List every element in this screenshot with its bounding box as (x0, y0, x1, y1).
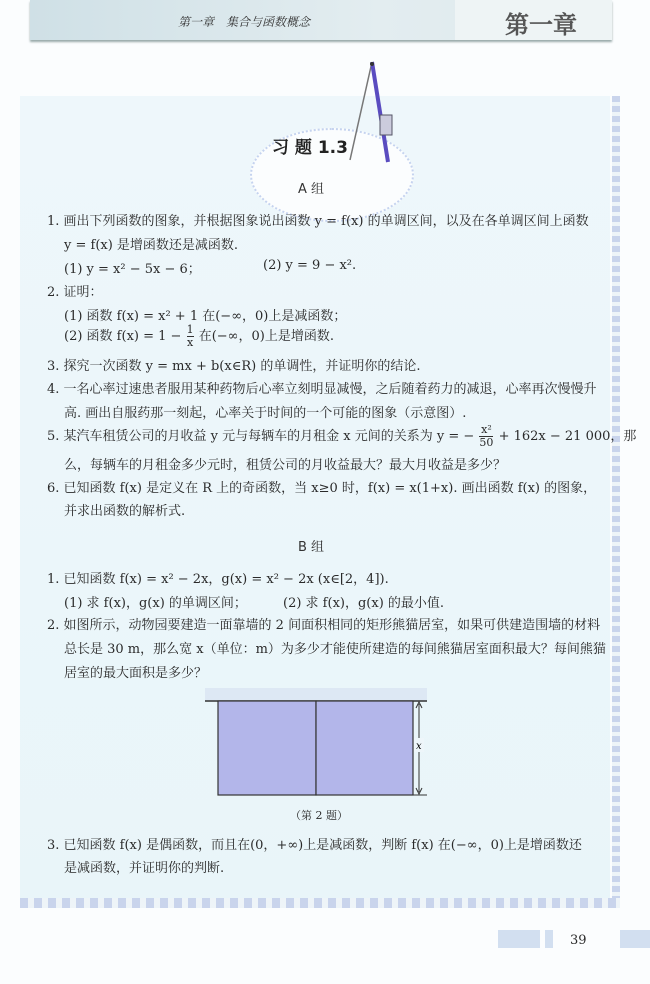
text-line: 么，每辆车的月租金多少元时，租赁公司的月收益最大？最大月收益是多少？ (64, 458, 507, 473)
text-line: 2. 如图所示，动物园要建造一面靠墙的 2 间面积相同的矩形熊猫居室，如果可供建造围墙的材料 (47, 618, 601, 633)
text-line: 6. 已知函数 f(x) 是定义在 R 上的奇函数，当 x≥0 时，f(x) = x(1+x). 画出函数 f(x) 的图象， (47, 481, 597, 496)
running-title: 第一章 集合与函数概念 (178, 15, 311, 29)
numerator: 1 (186, 323, 194, 336)
text-line: 1. 已知函数 f(x) = x² − 2x，g(x) = x² − 2x (x∈[2，4]). (47, 572, 389, 587)
text: 在(−∞，0)上是增函数. (198, 329, 334, 344)
figure-caption: （第 2 题） (290, 809, 348, 822)
text-line (47, 424, 636, 449)
text-line: 1. 画出下列函数的图象，并根据图象说出函数 y = f(x) 的单调区间，以及在各单调区间上函数 (47, 214, 589, 229)
text-line: (1) y = x² − 5x − 6； (64, 262, 201, 277)
denominator: x (186, 336, 194, 349)
footer-decoration (545, 930, 553, 948)
text-line: y = f(x) 是增函数还是减函数. (64, 238, 239, 253)
text: + 162x − 21 000，那 (498, 429, 637, 444)
fraction (479, 424, 493, 449)
text-line: 高. 画出自服药那一刻起，心率关于时间的一个可能的图象（示意图）. (64, 406, 467, 421)
wall (205, 688, 427, 701)
page-title: 习 题 1.3 (272, 138, 348, 158)
dimension-label: x (416, 741, 422, 752)
text-line: (1) 求 f(x)，g(x) 的单调区间； (64, 596, 247, 611)
footer-decoration (498, 930, 540, 948)
page-number: 39 (570, 933, 587, 948)
text-line: 3. 探究一次函数 y = mx + b(x∈R) 的单调性，并证明你的结论. (47, 359, 421, 374)
room-left (218, 701, 316, 795)
footer-decoration (620, 930, 650, 948)
room-right (316, 701, 413, 795)
group-a-heading: A 组 (298, 182, 325, 197)
side-decoration (612, 96, 620, 908)
compass-icon (340, 60, 410, 170)
text-line: (2) y = 9 − x². (263, 258, 357, 273)
text-line: 是减函数，并证明你的判断. (64, 861, 225, 876)
text-line: 3. 已知函数 f(x) 是偶函数，而且在(0，+∞)上是减函数，判断 f(x) 在(−∞，0)上是增函数还 (47, 838, 582, 853)
text-line: 总长是 30 m，那么宽 x（单位：m）为多少才能使所建造的每间熊猫居室面积最大？每间熊猫 (64, 642, 606, 657)
denominator: 50 (479, 436, 494, 449)
chapter-mark: 第一章 (505, 11, 577, 39)
text: 5. 某汽车租赁公司的月收益 y 元与每辆车的月租金 x 元间的关系为 y = − (47, 429, 475, 444)
text-line: 居室的最大面积是多少？ (64, 666, 208, 681)
panda-enclosure-figure (205, 688, 435, 800)
text: (2) 函数 f(x) = 1 − (64, 329, 182, 344)
bottom-decoration (20, 898, 620, 908)
text-line: (1) 函数 f(x) = x² + 1 在(−∞，0)上是减函数； (64, 309, 347, 324)
numerator: x² (481, 423, 492, 436)
text-line: 2. 证明： (47, 285, 103, 300)
text-line (64, 324, 334, 349)
group-b-heading: B 组 (298, 540, 325, 555)
text-line: (2) 求 f(x)，g(x) 的最小值. (283, 596, 445, 611)
text-line: 4. 一名心率过速患者服用某种药物后心率立刻明显减慢，之后随着药力的减退，心率再次慢慢升 (47, 382, 597, 397)
fraction (187, 324, 194, 349)
text-line: 并求出函数的解析式. (64, 504, 186, 519)
